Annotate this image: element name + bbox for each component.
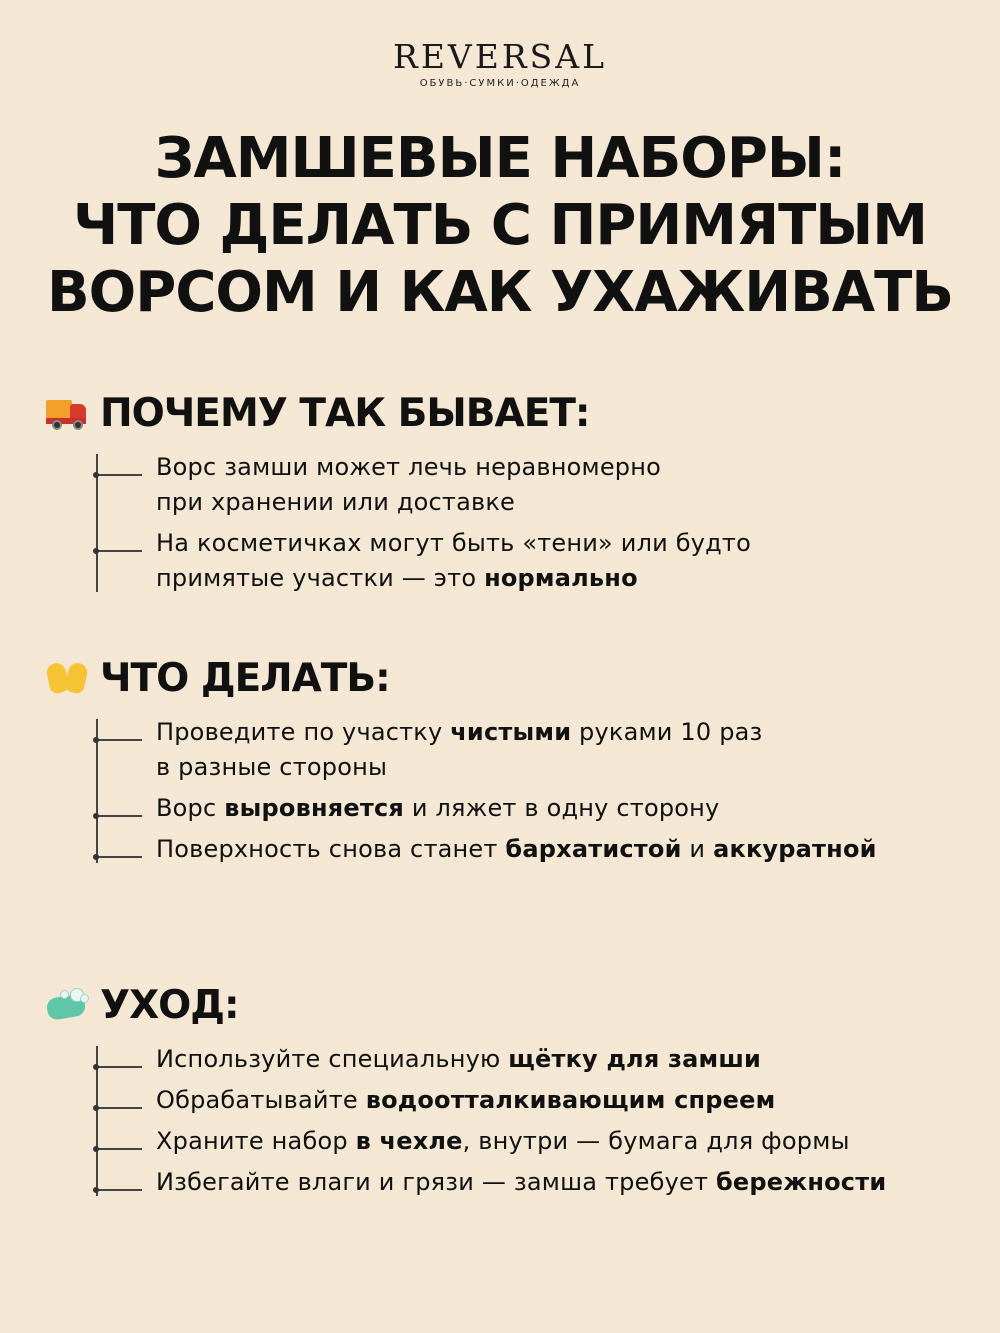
bullet-list bbox=[96, 450, 976, 596]
item-bold: бережности bbox=[715, 1168, 887, 1196]
item-text: Обрабатывайте водоотталкивающим спреем bbox=[156, 1086, 776, 1114]
item-text: Ворс замши может лечь неравномерно bbox=[156, 453, 662, 481]
bullet-list bbox=[96, 1042, 976, 1200]
item-text: Избегайте влаги и грязи — замша требует бережности bbox=[156, 1168, 887, 1196]
item-bold: нормально bbox=[484, 564, 638, 592]
title-line: ВОРСОМ И КАК УХАЖИВАТЬ bbox=[46, 260, 954, 325]
soap-icon bbox=[46, 986, 88, 1026]
list-item bbox=[96, 791, 976, 826]
section-header bbox=[46, 984, 976, 1028]
bullet-list bbox=[96, 715, 976, 867]
list-item bbox=[96, 1042, 976, 1077]
item-text: Используйте специальную щётку для замши bbox=[156, 1045, 762, 1073]
item-text: Проведите по участку чистыми руками 10 раз bbox=[156, 718, 763, 746]
section-title: ЧТО ДЕЛАТЬ: bbox=[100, 656, 390, 701]
list-item bbox=[96, 1165, 976, 1200]
item-bold: водоотталкивающим спреем bbox=[365, 1086, 776, 1114]
list-item bbox=[96, 1083, 976, 1118]
item-text: при хранении или доставке bbox=[156, 488, 515, 516]
list-item bbox=[96, 832, 976, 867]
section-what-to-do bbox=[46, 657, 976, 873]
item-bold: чистыми bbox=[450, 718, 572, 746]
section-title: УХОД: bbox=[100, 983, 239, 1028]
item-bold: щётку для замши bbox=[508, 1045, 762, 1073]
raised-hands-icon bbox=[46, 659, 88, 699]
section-header bbox=[46, 657, 976, 701]
item-text: в разные стороны bbox=[156, 753, 388, 781]
item-text: Поверхность снова станет бархатистой и аккуратной bbox=[156, 835, 877, 863]
brand-logo bbox=[0, 38, 1000, 90]
title-line: ЧТО ДЕЛАТЬ С ПРИМЯТЫМ bbox=[72, 193, 928, 258]
list-item bbox=[96, 450, 976, 520]
section-title: ПОЧЕМУ ТАК БЫВАЕТ: bbox=[100, 391, 590, 436]
item-text: Ворс выровняется и ляжет в одну сторону bbox=[156, 794, 720, 822]
item-bold: аккуратной bbox=[713, 835, 877, 863]
section-care bbox=[46, 984, 976, 1206]
section-header bbox=[46, 392, 976, 436]
list-item bbox=[96, 1124, 976, 1159]
list-item bbox=[96, 526, 976, 596]
page-title bbox=[0, 125, 1000, 326]
list-item bbox=[96, 715, 976, 785]
brand-tagline: ОБУВЬ·СУМКИ·ОДЕЖДА bbox=[419, 78, 581, 89]
item-text: примятые участки — это нормально bbox=[156, 564, 638, 592]
item-text: На косметичках могут быть «тени» или будто bbox=[156, 529, 751, 557]
title-line: ЗАМШЕВЫЕ НАБОРЫ: bbox=[154, 126, 846, 191]
brand-name: REVERSAL bbox=[392, 37, 608, 76]
item-bold: в чехле bbox=[355, 1127, 463, 1155]
item-bold: бархатистой bbox=[505, 835, 682, 863]
item-bold: выровняется bbox=[224, 794, 404, 822]
section-why bbox=[46, 392, 976, 602]
delivery-truck-icon bbox=[46, 394, 88, 434]
item-text: Храните набор в чехле, внутри — бумага для формы bbox=[156, 1127, 850, 1155]
